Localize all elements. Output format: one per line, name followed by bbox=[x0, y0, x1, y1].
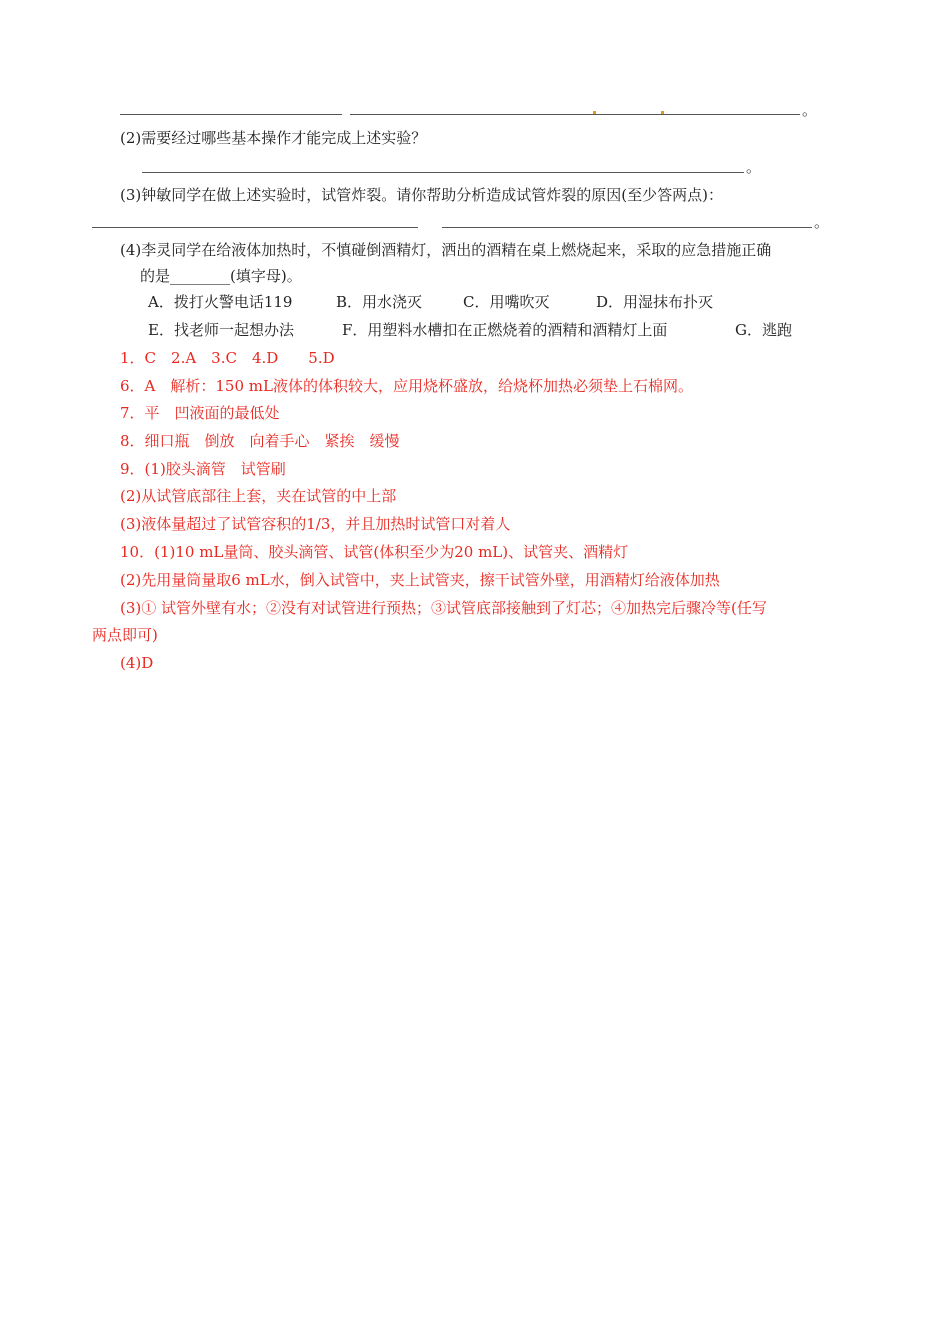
period-mark: 。 bbox=[802, 101, 818, 119]
answer-blank-line bbox=[120, 114, 342, 115]
marker-dot bbox=[661, 111, 664, 114]
answer-9-2: (2)从试管底部往上套，夹在试管的中上部 bbox=[120, 487, 397, 505]
option-f: F．用塑料水槽扣在正燃烧着的酒精和酒精灯上面 bbox=[342, 321, 668, 339]
answer-10-3-line-2: 两点即可) bbox=[92, 626, 158, 644]
period-mark: 。 bbox=[814, 213, 830, 231]
option-b: B．用水浇灭 bbox=[336, 293, 423, 311]
answer-10-3-line-1: (3)① 试管外壁有水；②没有对试管进行预热；③试管底部接触到了灯芯；④加热完后骤冷等(任写 bbox=[120, 599, 767, 617]
question-2: (2)需要经过哪些基本操作才能完成上述实验？ bbox=[120, 129, 427, 147]
answer-9-3: (3)液体量超过了试管容积的1/3，并且加热时试管口对着人 bbox=[120, 515, 511, 533]
answer-6: 6．A 解析：150 mL液体的体积较大，应用烧杯盛放，给烧杯加热必须垫上石棉网。 bbox=[120, 377, 693, 395]
option-a: A．拨打火警电话119 bbox=[148, 293, 293, 311]
marker-dot bbox=[593, 111, 596, 114]
answer-blank-line bbox=[92, 227, 418, 228]
question-3: (3)钟敏同学在做上述实验时，试管炸裂。请你帮助分析造成试管炸裂的原因(至少答两点)： bbox=[120, 186, 723, 204]
answer-blank-line bbox=[350, 114, 800, 115]
answer-1-5: 1．C 2.A 3.C 4.D 5.D bbox=[120, 349, 335, 367]
option-g: G．逃跑 bbox=[735, 321, 792, 339]
answer-10-1: 10．(1)10 mL量筒、胶头滴管、试管(体积至少为20 mL)、试管夹、酒精灯 bbox=[120, 543, 629, 561]
option-c: C．用嘴吹灭 bbox=[463, 293, 550, 311]
option-e: E．找老师一起想办法 bbox=[148, 321, 294, 339]
question-4-line-2: 的是________(填字母)。 bbox=[140, 267, 302, 285]
answer-9-1: 9．(1)胶头滴管 试管刷 bbox=[120, 460, 286, 478]
answer-8: 8．细口瓶 倒放 向着手心 紧挨 缓慢 bbox=[120, 432, 400, 450]
answer-blank-line bbox=[142, 172, 744, 173]
answer-7: 7．平 凹液面的最低处 bbox=[120, 404, 280, 422]
answer-10-2: (2)先用量筒量取6 mL水，倒入试管中，夹上试管夹，擦干试管外壁，用酒精灯给液体加热 bbox=[120, 571, 720, 589]
answer-10-4: (4)D bbox=[120, 654, 154, 672]
period-mark: 。 bbox=[746, 158, 762, 176]
option-d: D．用湿抹布扑灭 bbox=[596, 293, 714, 311]
answer-blank-line bbox=[442, 227, 812, 228]
question-4-line-1: (4)李灵同学在给液体加热时，不慎碰倒酒精灯，洒出的酒精在桌上燃烧起来，采取的应急措施正确 bbox=[120, 241, 772, 259]
